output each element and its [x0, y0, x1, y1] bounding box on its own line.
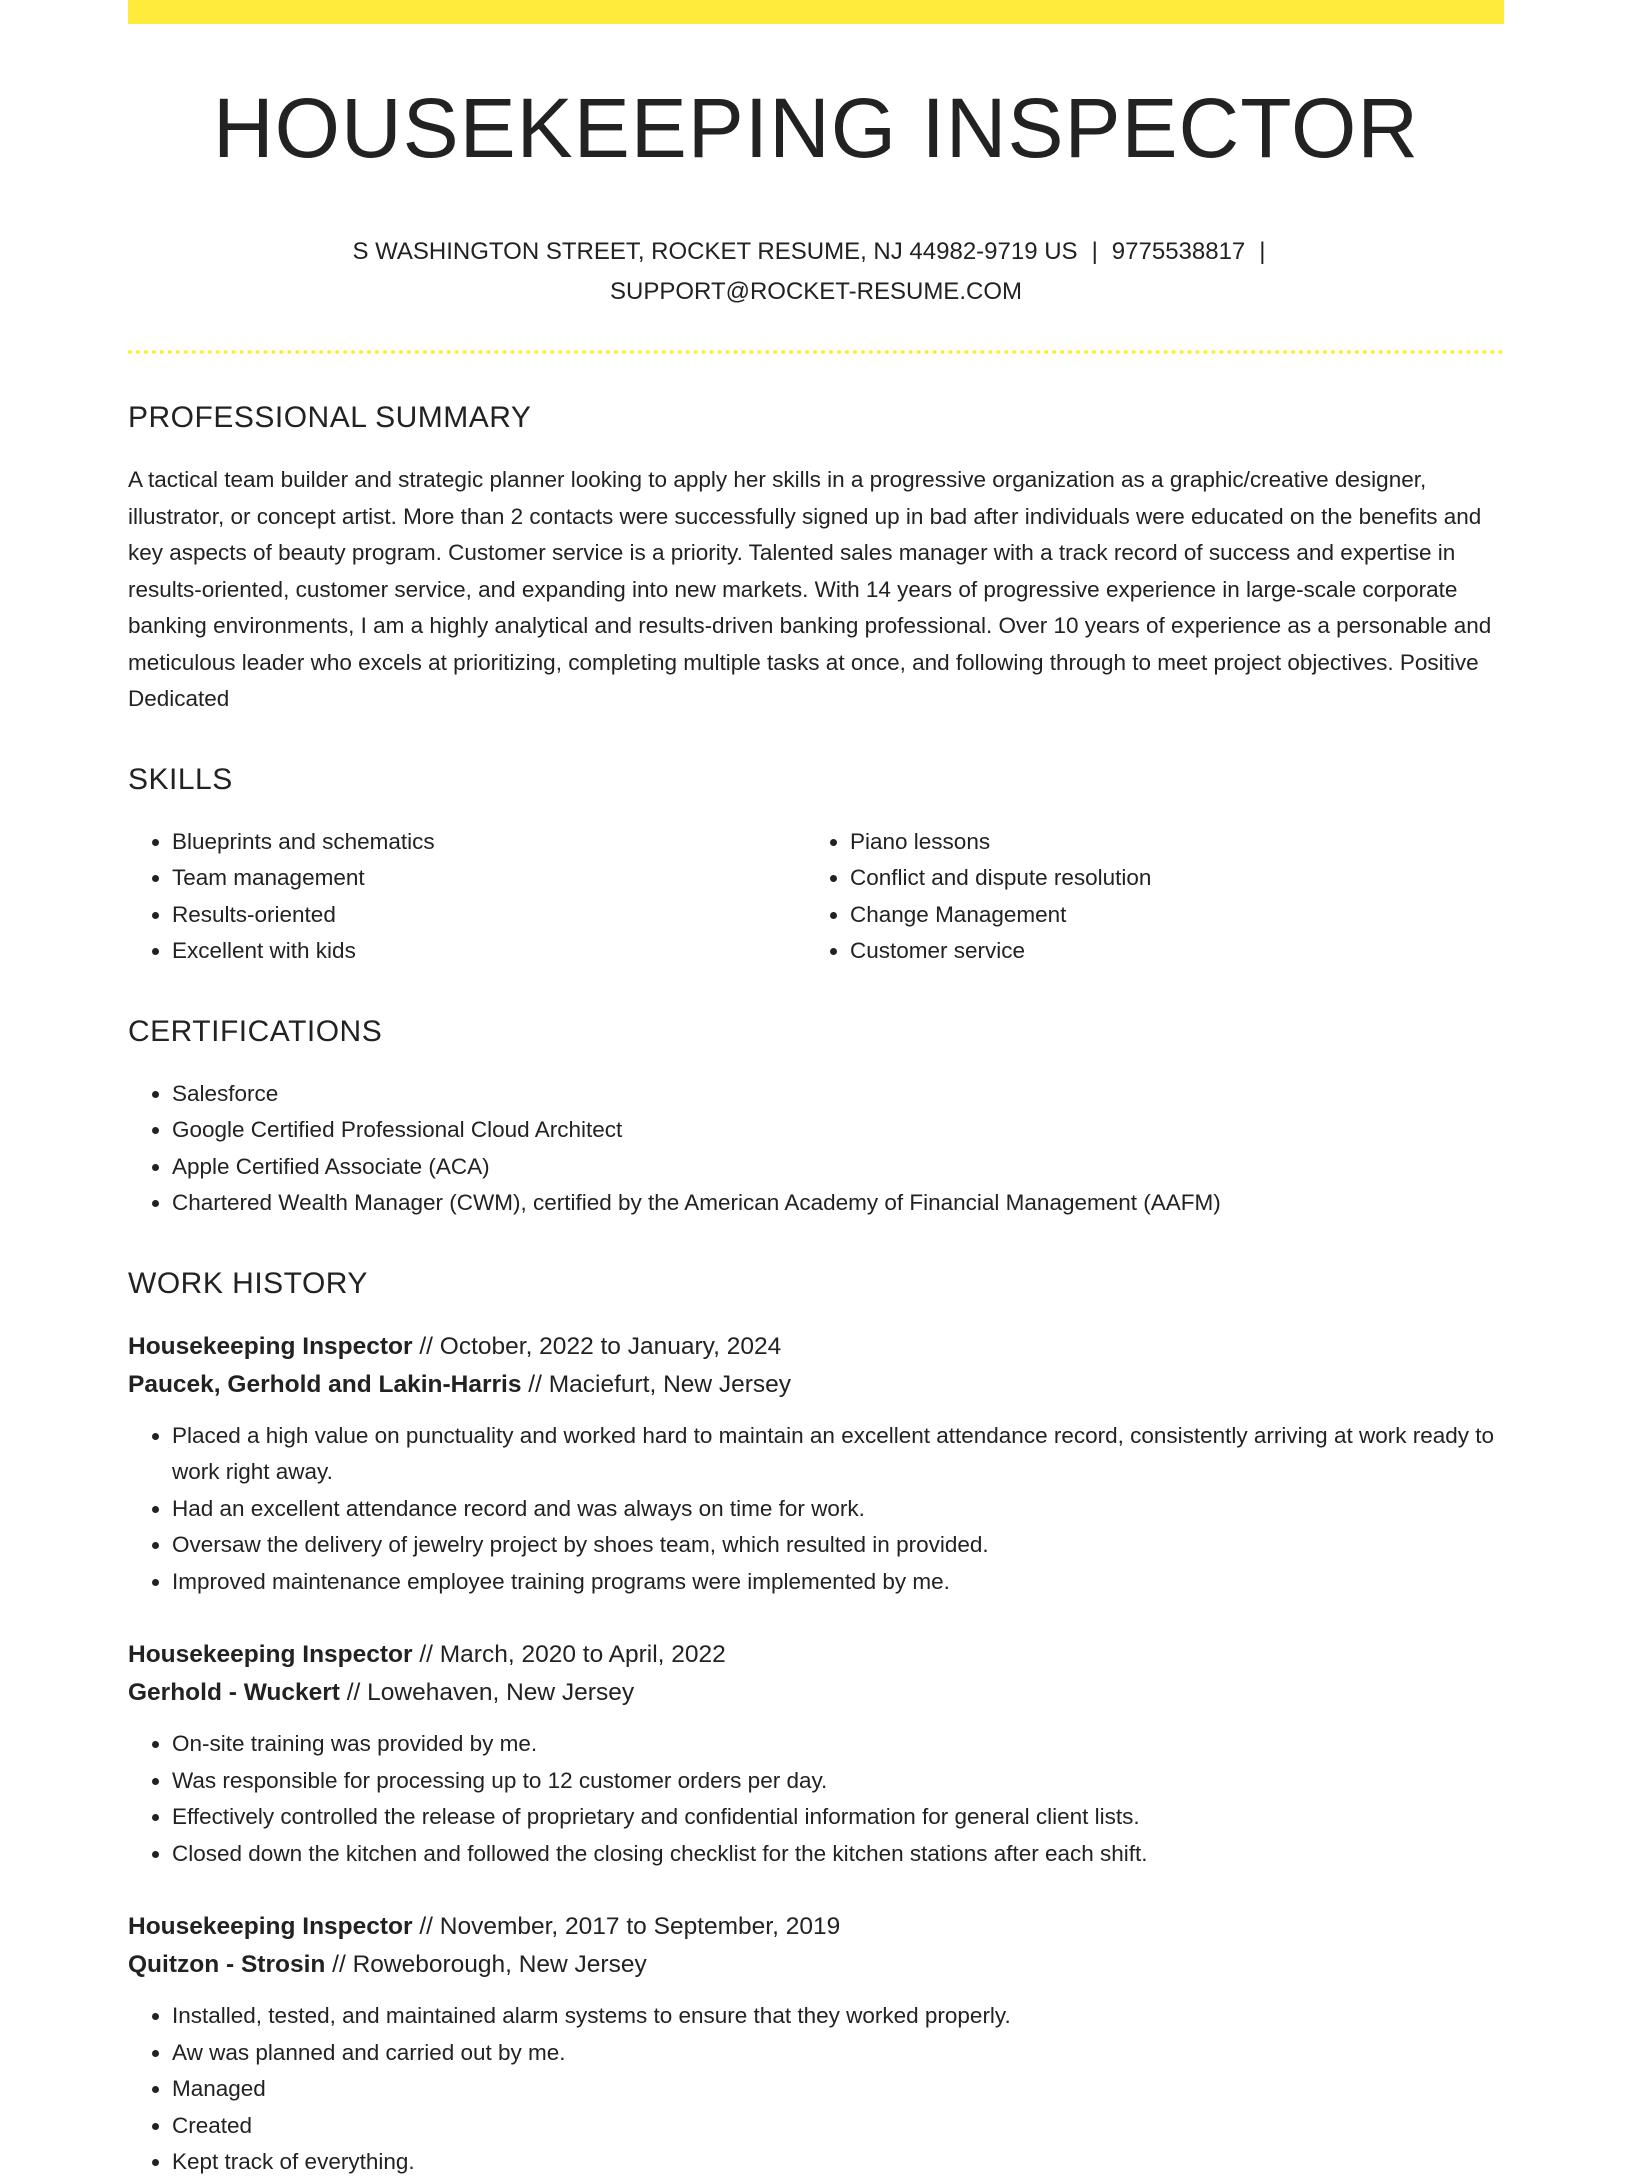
- job-duty: • Placed a high value on punctuality and worked hard to maintain an excellent attendance record, consistently arriving at work ready to work right away.: [172, 1418, 1504, 1491]
- job-location: // Maciefurt, New Jersey: [521, 1370, 792, 1398]
- contact-info: [316, 232, 1316, 312]
- job-entry: [128, 1328, 1504, 1601]
- skills-list-left: [128, 824, 806, 970]
- section-title-summary: PROFESSIONAL SUMMARY: [128, 401, 532, 435]
- job-company: Gerhold - Wuckert: [128, 1679, 340, 1707]
- resume-page: [128, 0, 1504, 2181]
- certification-item: • Apple Certified Associate (ACA): [172, 1149, 1504, 1186]
- job-dates: // November, 2017 to September, 2019: [412, 1913, 841, 1941]
- job-duties-list: [128, 1998, 1504, 2181]
- job-duty: • Was responsible for processing up to 12 customer orders per day.: [172, 1763, 1504, 1800]
- job-duty: • Aw was planned and carried out by me.: [172, 2035, 1504, 2072]
- skill-item: • Customer service: [850, 933, 1484, 970]
- job-duty: • Effectively controlled the release of proprietary and confidential information for general client lists.: [172, 1799, 1504, 1836]
- job-location: // Lowehaven, New Jersey: [339, 1679, 635, 1707]
- skill-item: • Excellent with kids: [172, 933, 806, 970]
- section-title-work-history: WORK HISTORY: [128, 1266, 368, 1300]
- job-company: Quitzon - Strosin: [128, 1951, 326, 1979]
- job-company-line: [128, 1674, 1504, 1712]
- skill-item: • Results-oriented: [172, 897, 806, 934]
- job-dates: // October, 2022 to January, 2024: [412, 1332, 782, 1360]
- job-role-line: [128, 1636, 1504, 1674]
- skills-grid: [128, 824, 1504, 970]
- skills-list-right: [806, 824, 1484, 970]
- contact-separator: |: [1259, 238, 1266, 266]
- job-dates: // March, 2020 to April, 2022: [412, 1641, 726, 1669]
- job-role: Housekeeping Inspector: [128, 1332, 413, 1360]
- skill-item: • Piano lessons: [850, 824, 1484, 861]
- job-role: Housekeeping Inspector: [128, 1913, 413, 1941]
- job-duty: • Closed down the kitchen and followed the closing checklist for the kitchen stations after each shift.: [172, 1836, 1504, 1873]
- job-duty: • Improved maintenance employee training programs were implemented by me.: [172, 1564, 1504, 1601]
- skill-item: • Change Management: [850, 897, 1484, 934]
- job-duty: • Oversaw the delivery of jewelry project by shoes team, which resulted in provided.: [172, 1527, 1504, 1564]
- contact-address: S WASHINGTON STREET, ROCKET RESUME, NJ 44982-9719 US: [352, 238, 1078, 266]
- job-role: Housekeeping Inspector: [128, 1641, 413, 1669]
- job-duty: • On-site training was provided by me.: [172, 1726, 1504, 1763]
- contact-phone: 9775538817: [1111, 238, 1246, 266]
- job-duties-list: [128, 1726, 1504, 1872]
- skill-item: • Blueprints and schematics: [172, 824, 806, 861]
- candidate-name: HOUSEKEEPING INSPECTOR: [212, 81, 1420, 175]
- job-duty: • Created: [172, 2108, 1504, 2145]
- certification-item: • Google Certified Professional Cloud Architect: [172, 1112, 1504, 1149]
- job-location: // Roweborough, New Jersey: [325, 1951, 647, 1979]
- job-company-line: [128, 1946, 1504, 1984]
- contact-separator: |: [1091, 238, 1098, 266]
- job-duty: • Installed, tested, and maintained alarm systems to ensure that they worked properly.: [172, 1998, 1504, 2035]
- certifications-list: [128, 1076, 1504, 1222]
- skill-item: • Conflict and dispute resolution: [850, 860, 1484, 897]
- job-role-line: [128, 1908, 1504, 1946]
- section-title-skills: SKILLS: [128, 762, 233, 796]
- job-company: Paucek, Gerhold and Lakin-Harris: [128, 1370, 522, 1398]
- section-title-certifications: CERTIFICATIONS: [128, 1014, 383, 1048]
- job-duties-list: [128, 1418, 1504, 1601]
- job-role-line: [128, 1328, 1504, 1366]
- job-entry: [128, 1908, 1504, 2181]
- job-duty: • Had an excellent attendance record and was always on time for work.: [172, 1491, 1504, 1528]
- job-duty: • Managed: [172, 2071, 1504, 2108]
- job-entry: [128, 1636, 1504, 1872]
- certification-item: • Salesforce: [172, 1076, 1504, 1113]
- certification-item: • Chartered Wealth Manager (CWM), certified by the American Academy of Financial Management (AAFM): [172, 1185, 1504, 1222]
- skill-item: • Team management: [172, 860, 806, 897]
- accent-top-bar: [128, 0, 1504, 24]
- job-duty: • Kept track of everything.: [172, 2144, 1504, 2181]
- contact-email: SUPPORT@ROCKET-RESUME.COM: [610, 278, 1022, 306]
- summary-text: A tactical team builder and strategic planner looking to apply her skills in a progressive organization as a graphic/creative designer, illustrator, or concept artist. More than 2 contacts were successfully signed up in bad after individuals were educated on the benefits and key aspects of beauty program. Customer service is a priority. Talented sales manager with a track record of success and expertise in results-oriented, customer service, and expanding into new markets. With 14 years of progressive experience in large-scale corporate banking environments, I am a highly analytical and results-driven banking professional. Over 10 years of experience as a personable and meticulous leader who excels at prioritizing, completing multiple tasks at once, and following through to meet project objectives. Positive Dedicated: [128, 467, 1492, 712]
- job-company-line: [128, 1366, 1504, 1404]
- dotted-divider: [128, 350, 1504, 354]
